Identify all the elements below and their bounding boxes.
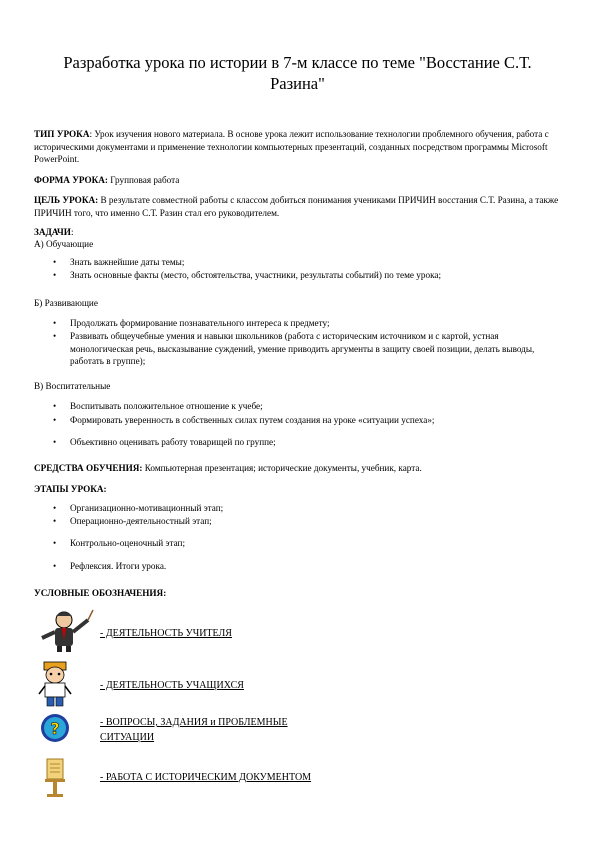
stages-heading: ЭТАПЫ УРОКА: (34, 484, 107, 494)
list-item: Операционно-деятельностный этап; (70, 516, 212, 526)
svg-text:?: ? (50, 719, 60, 738)
lesson-goal-label: ЦЕЛЬ УРОКА: (34, 195, 99, 205)
list-item: Продолжать формирование познавательного интереса к предмету; (70, 318, 330, 328)
bullet: • (53, 318, 57, 328)
tasks-label: ЗАДАЧИ (34, 227, 71, 237)
list-item: Знать основные факты (место, обстоятельства, участники, результаты событий) по теме урока; (70, 270, 442, 280)
legend-document-label: - РАБОТА С ИСТОРИЧЕСКИМ ДОКУМЕНТОМ (100, 772, 312, 783)
list-item: Объективно оценивать работу товарищей по группе; (70, 437, 276, 447)
tasks-heading: ЗАДАЧИ: (34, 227, 74, 237)
lesson-goal-paragraph (34, 194, 564, 219)
means-paragraph (34, 462, 564, 475)
document-icon (42, 757, 68, 799)
legend-students-label: - ДЕЯТЕЛЬНОСТЬ УЧАЩИХСЯ (100, 680, 244, 691)
lesson-type-text: : Урок изучения нового материала. В основе урока лежит использование технологии проблемного обучения, работа с историческими документами и применение технологии компьютерных презентаций, созданных посредством программы Microsoft PowerPoint. (34, 129, 549, 165)
means-label: СРЕДСТВА ОБУЧЕНИЯ: (34, 463, 143, 473)
lesson-type-label: ТИП УРОКА (34, 129, 90, 139)
bullet: • (53, 331, 57, 341)
bullet: • (53, 401, 57, 411)
list-item: Контрольно-оценочный этап; (70, 538, 185, 548)
list-item: Развивать общеучебные умения и навыки школьников (работа с историческим источником и с картой, устная монологическая речь, высказывание суждений, умение приводить аргументы в защиту своей позиции, делать выводы, работать в группе); (70, 331, 535, 367)
lesson-form-text: Групповая работа (108, 175, 180, 185)
tasks-c-label: В) Воспитательные (34, 381, 111, 391)
bullet: • (53, 270, 57, 280)
means-text: Компьютерная презентация; исторические документы, учебник, карта. (142, 463, 422, 473)
legend-questions-label-line1: - ВОПРОСЫ, ЗАДАНИЯ и ПРОБЛЕМНЫЕ (100, 717, 288, 728)
bullet: • (53, 561, 57, 571)
list-item: Организационно-мотивационный этап; (70, 503, 224, 513)
lesson-goal-text: В результате совместной работы с классом добиться понимания учениками ПРИЧИН восстания С.Т. Разина, а также ПРИЧИН того, что именно С.Т. Разин стал его руководителем. (34, 195, 559, 218)
bullet: • (53, 538, 57, 548)
bullet: • (53, 437, 57, 447)
tasks-a-label: А) Обучающие (34, 239, 94, 249)
list-item: Рефлексия. Итоги урока. (70, 561, 167, 571)
tasks-b-label: Б) Развивающие (34, 298, 98, 308)
lesson-form-paragraph (34, 174, 564, 187)
bullet: • (53, 415, 57, 425)
teacher-icon (38, 606, 94, 652)
question-icon (40, 713, 70, 743)
legend-heading: УСЛОВНЫЕ ОБОЗНАЧЕНИЯ: (34, 588, 167, 598)
legend-questions-label-line2: СИТУАЦИИ (100, 732, 155, 743)
lesson-form-label: ФОРМА УРОКА: (34, 175, 108, 185)
students-icon (38, 660, 72, 708)
bullet: • (53, 257, 57, 267)
lesson-type-paragraph (34, 128, 564, 166)
list-item: Воспитывать положительное отношение к учебе; (70, 401, 263, 411)
list-item: Знать важнейшие даты темы; (70, 257, 185, 267)
page-title: Разработка урока по истории в 7-м классе по теме "Восстание С.Т. Разина" (63, 53, 532, 93)
list-item: Формировать уверенность в собственных силах путем создания на уроке «ситуации успеха»; (70, 415, 435, 425)
legend-teacher-label: - ДЕЯТЕЛЬНОСТЬ УЧИТЕЛЯ (100, 628, 232, 639)
bullet: • (53, 503, 57, 513)
bullet: • (53, 516, 57, 526)
